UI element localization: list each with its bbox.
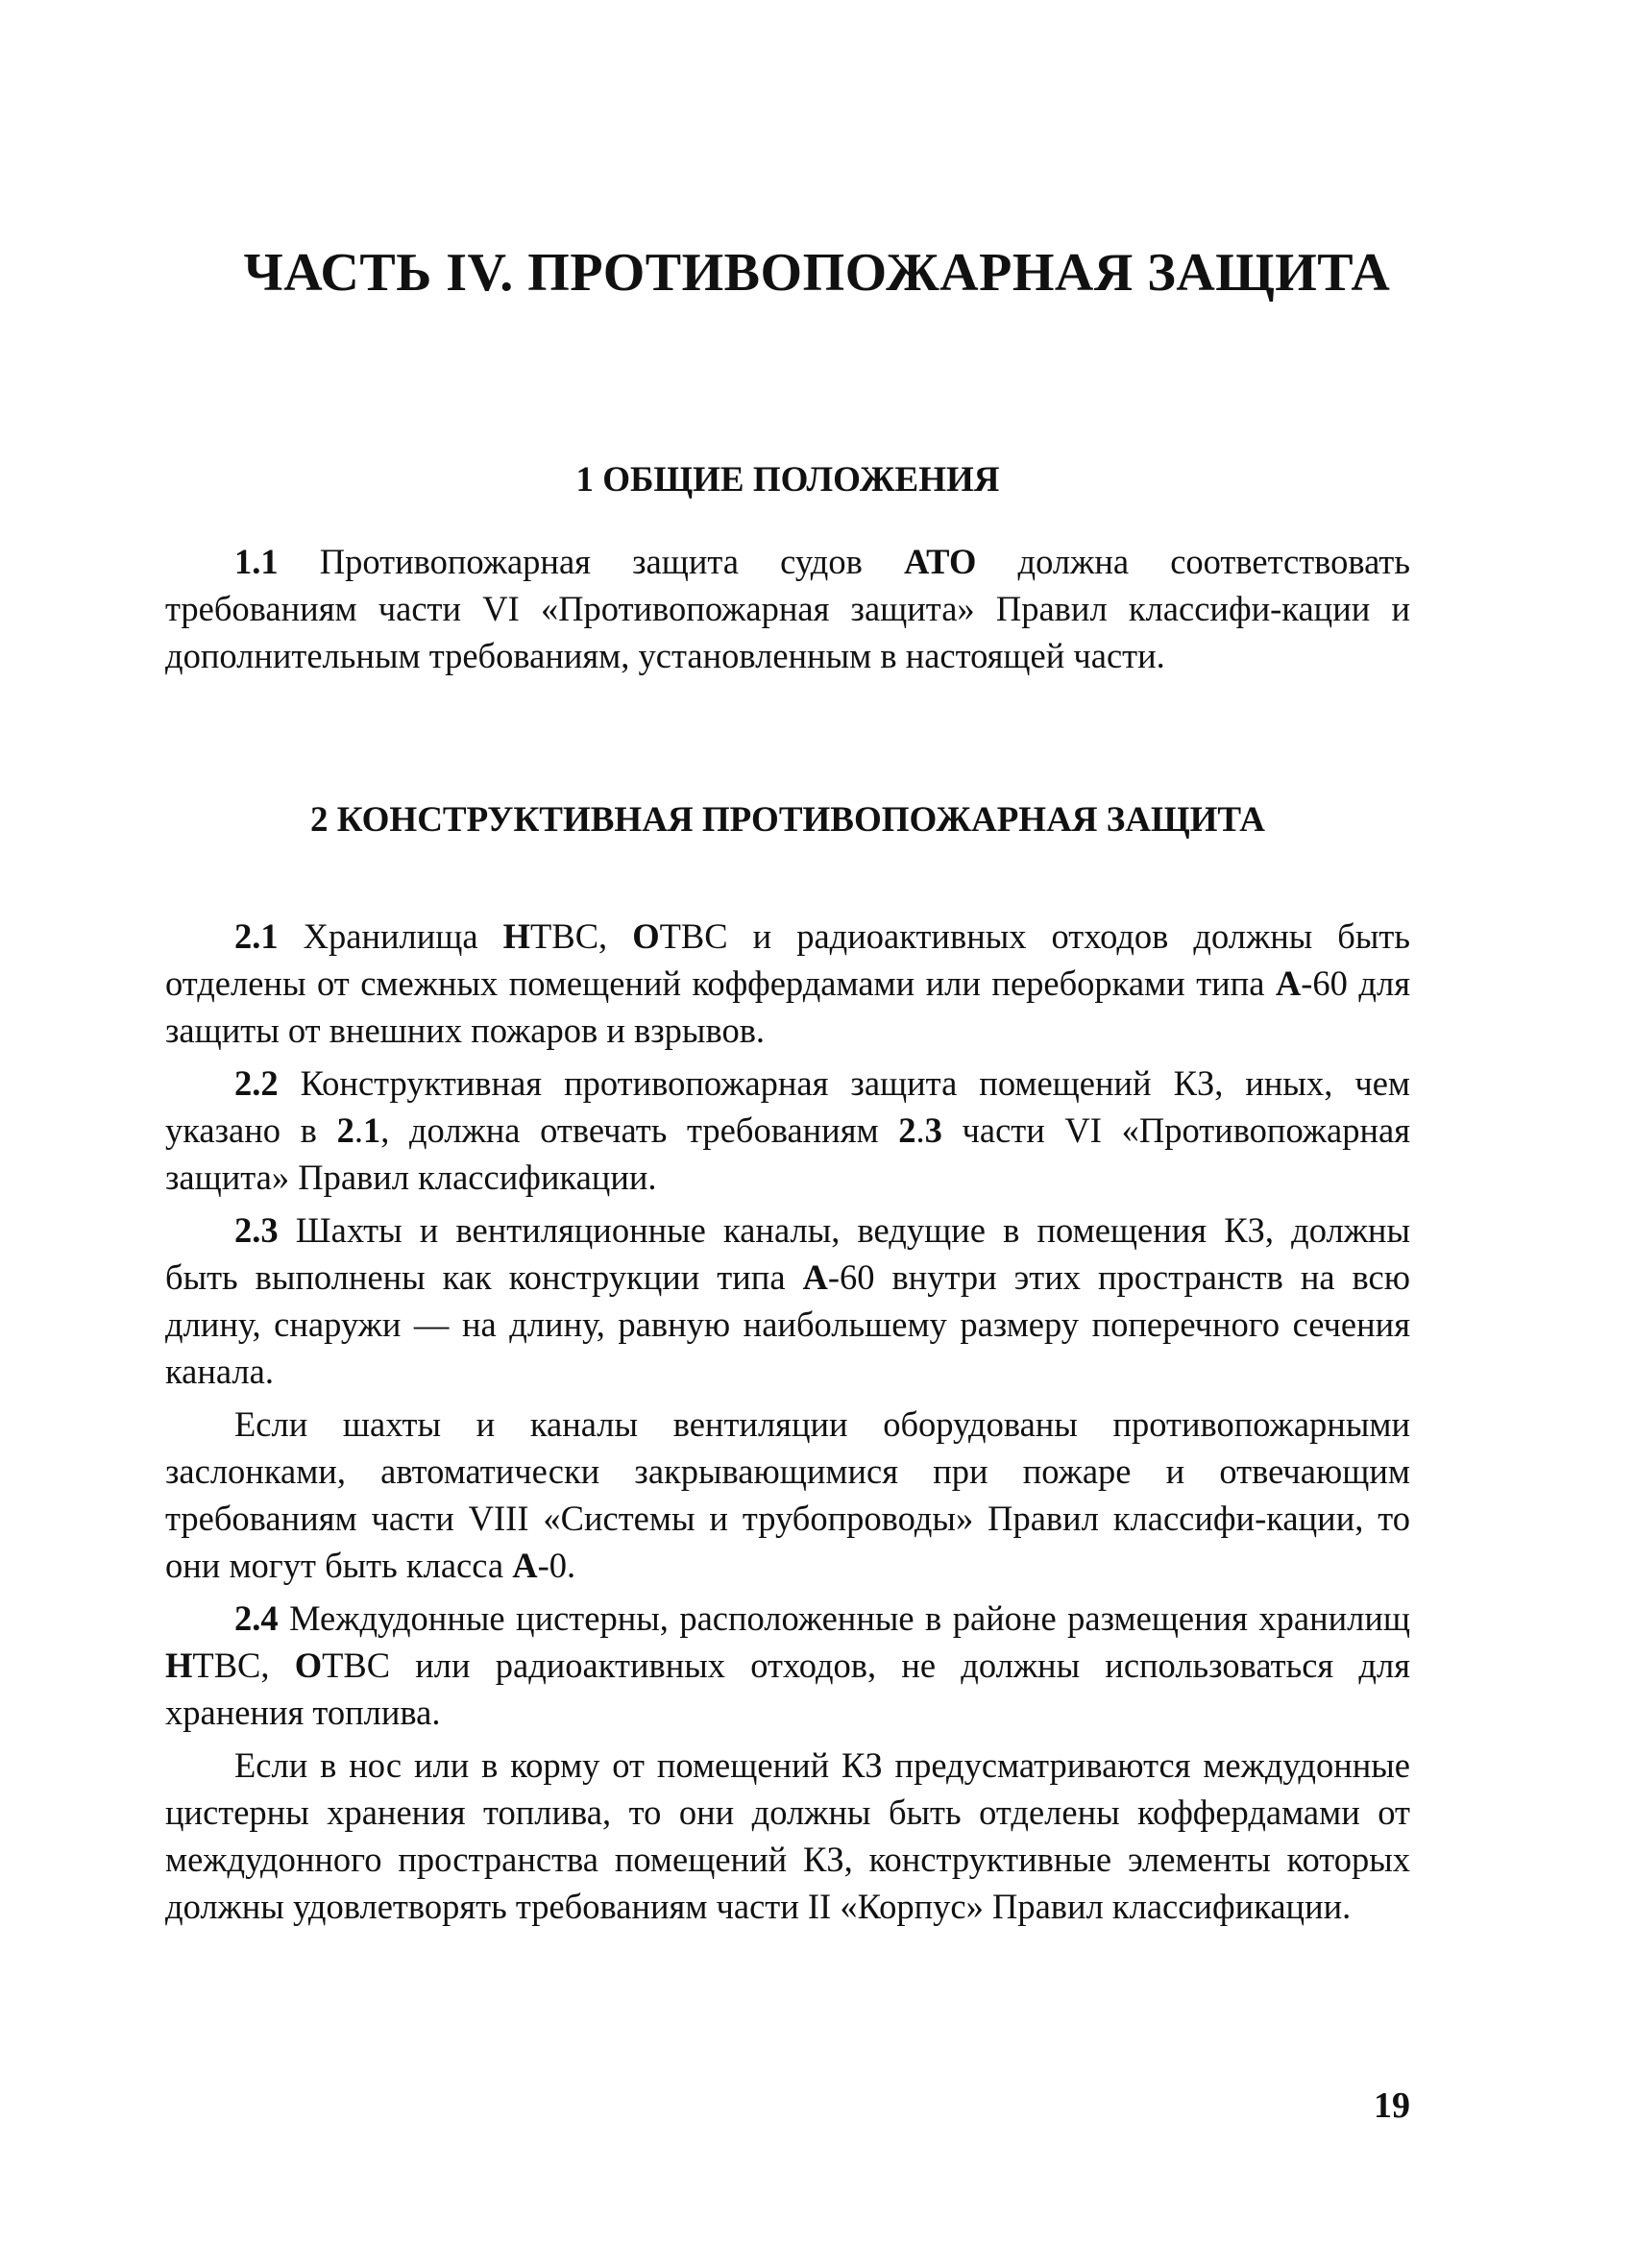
bold-text: Н <box>502 916 531 956</box>
paragraph: 2.4 Междудонные цистерны, расположенные в районе размещения хранилищ НТВС, ОТВС или радиоактивных отходов, не должны использоваться для хранения топлива. <box>165 1598 1410 1732</box>
clause-number: 1.1 <box>234 542 279 581</box>
paragraph: Если в нос или в корму от помещений КЗ предусматриваются междудонные цистерны хранения топлива, то они должны быть отделены коффердамами от междудонного пространства помещений КЗ, конструктивные элементы которых должны удовлетворять требованиям части II «Корпус» Правил классификации. <box>165 1745 1410 1926</box>
bold-text: 1 <box>362 1110 381 1150</box>
bold-text: 3 <box>924 1110 942 1150</box>
bold-text: АТО <box>903 542 977 581</box>
page-title: ЧАСТЬ IV. ПРОТИВОПОЖАРНАЯ ЗАЩИТА <box>243 243 1391 303</box>
clause-number: 2.1 <box>234 916 279 956</box>
paragraph: 2.2 Конструктивная противопожарная защита помещений КЗ, иных, чем указано в 2.1, должна отвечать требованиям 2.3 части VI «Противопожарная защита» Правил классификации. <box>165 1063 1410 1197</box>
section-body-general <box>165 538 1410 679</box>
page-number: 19 <box>1374 2085 1410 2126</box>
clause-number: 2.3 <box>234 1210 279 1250</box>
bold-text: 2 <box>336 1110 354 1150</box>
clause-number: 2.2 <box>234 1063 279 1103</box>
section-heading-structural-fire-protection: 2 КОНСТРУКТИВНАЯ ПРОТИВОПОЖАРНАЯ ЗАЩИТА <box>310 800 1265 840</box>
paragraph: 2.1 Хранилища НТВС, ОТВС и радиоактивных отходов должны быть отделены от смежных помещений коффердамами или переборками типа А-60 для защиты от внешних пожаров и взрывов. <box>165 916 1410 1050</box>
paragraph: Если шахты и каналы вентиляции оборудованы противопожарными заслонками, автоматически закрывающимися при пожаре и отвечающим требованиям части VIII «Системы и трубопроводы» Правил классифи-кации, то они могут быть класса А-0. <box>165 1404 1410 1585</box>
bold-text: О <box>632 916 660 956</box>
bold-text: А <box>802 1257 828 1297</box>
section-heading-general: 1 ОБЩИЕ ПОЛОЖЕНИЯ <box>575 460 1000 500</box>
bold-text: А <box>1275 963 1302 1003</box>
paragraph: 1.1 Противопожарная защита судов АТО должна соответствовать требованиям части VI «Противопожарная защита» Правил классифи-кации и дополнительным требованиям, установленным в настоящей части. <box>165 542 1410 675</box>
bold-text: Н <box>165 1646 193 1685</box>
bold-text: А <box>512 1546 538 1585</box>
clause-number: 2.4 <box>234 1598 279 1638</box>
bold-text: 2 <box>898 1110 916 1150</box>
section-body-structural-fire-protection <box>165 913 1410 1930</box>
bold-text: О <box>294 1646 323 1685</box>
paragraph: 2.3 Шахты и вентиляционные каналы, ведущие в помещения КЗ, должны быть выполнены как конструкции типа А-60 внутри этих пространств на всю длину, снаружи — на длину, равную наибольшему размеру поперечного сечения канала. <box>165 1210 1410 1391</box>
